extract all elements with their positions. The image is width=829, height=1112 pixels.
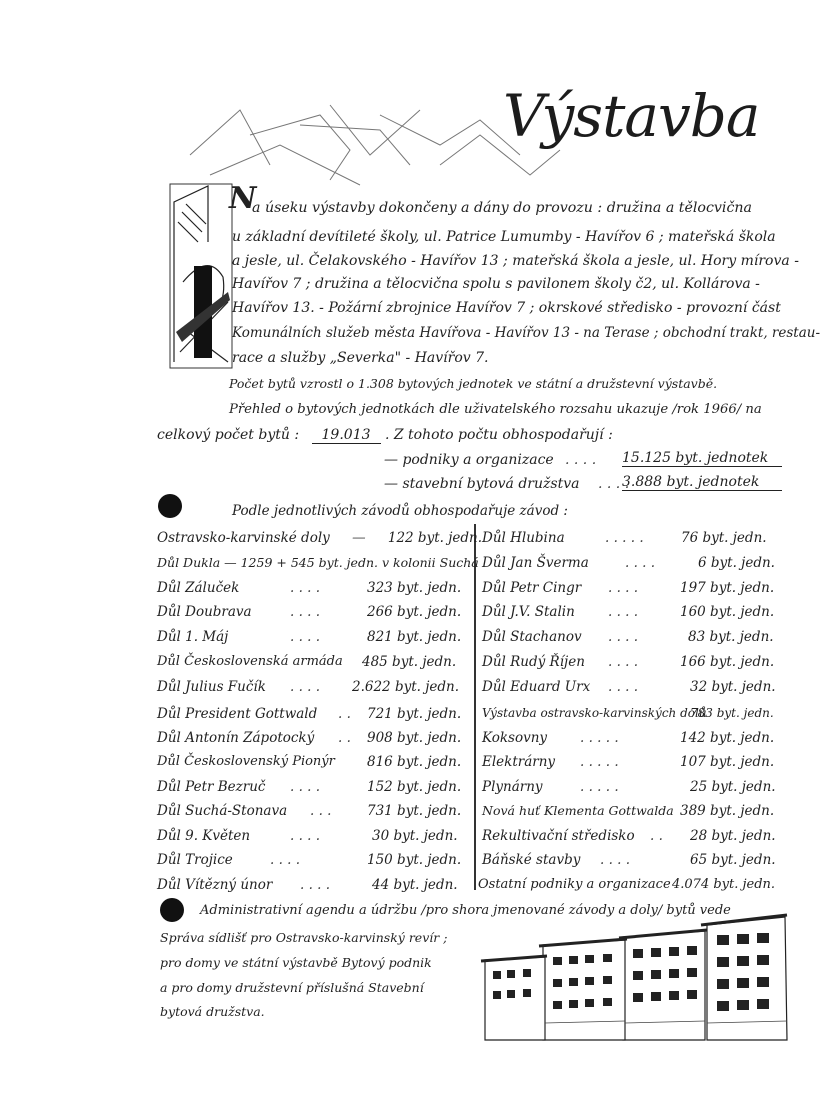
bullet-mark [158, 494, 182, 518]
list-item: Rekultivační středisko [482, 828, 635, 844]
list-item: Nová huť Klementa Gottwalda [482, 803, 674, 818]
list-item: Důl Jan Šverma [482, 555, 589, 571]
list-item: Důl Československý Pionýr [157, 754, 335, 769]
housing-overview-text: Přehled o bytových jednotkách dle uživatelského rozsahu ukazuje /rok 1966/ na [229, 402, 762, 417]
total-count-row [157, 427, 613, 443]
list-item: Důl Suchá-Stonava [157, 803, 288, 819]
intro-line-3: a jesle, ul. Čelakovského - Havířov 13 ; mateřská škola a jesle, ul. Hory mírova - [232, 253, 799, 269]
intro-line-4: Havířov 7 ; družina a tělocvična spolu s pavilonem školy č2, ul. Kollárova - [232, 276, 760, 292]
list-item: Důl J.V. Stalin [482, 604, 575, 620]
summary-dots-enterprises: . . . . [565, 452, 597, 468]
list-heading: Podle jednotlivých závodů obhospodařuje závod : [232, 503, 568, 519]
list-item: Důl Eduard Urx [482, 679, 591, 695]
summary-label-cooperatives: — stavební bytová družstva [384, 476, 580, 492]
summary-dots-cooperatives: . . . . [598, 476, 630, 492]
list-item: Ostravsko-karvinské doly — 122 byt. jedn. [157, 530, 483, 546]
intro-line-1: a úseku výstavby dokončeny a dány do provozu : družina a tělocvična [252, 200, 753, 216]
intro-line-6: Komunálních služeb města Havířova - Havířov 13 - na Terase ; obchodní trakt, restau- [232, 325, 821, 341]
list-item: Plynárny [482, 779, 543, 795]
list-item: Výstavba ostravsko-karvinských dolů [482, 706, 707, 720]
list-item: Důl Dukla — 1259 + 545 byt. jedn. v kolonii Suchá [157, 555, 479, 570]
list-item: Důl Hlubina [482, 530, 565, 546]
column-divider [474, 524, 476, 890]
list-item: Důl Julius Fučík [157, 679, 266, 695]
admin-line-5: bytová družstva. [160, 1004, 265, 1019]
list-item: Důl Antonín Zápotocký [157, 730, 315, 746]
admin-line-3: pro domy ve státní výstavbě Bytový podnik [160, 955, 432, 970]
admin-line-4: a pro domy družstevní příslušná Stavební [160, 980, 424, 995]
list-item: Důl Stachanov [482, 629, 582, 645]
summary-value-cooperatives: 3.888 byt. jednotek [622, 474, 782, 491]
list-item: Báňské stavby [482, 852, 581, 868]
page-title: Výstavba [503, 82, 760, 150]
admin-line-1: Administrativní agendu a údržbu /pro shora jmenované závody a doly/ bytů vede [200, 903, 731, 918]
list-item: Důl Rudý Říjen [482, 654, 585, 670]
list-item: Ostatní podniky a organizace [478, 877, 671, 892]
intro-line-2: u základní devítileté školy, ul. Patrice Lumumby - Havířov 6 ; mateřská škola [232, 229, 776, 245]
summary-label-enterprises: — podniky a organizace [384, 452, 554, 468]
decorative-initial-illustration [168, 182, 234, 370]
list-item: Důl Vítězný únor [157, 877, 273, 893]
list-item: Důl President Gottwald [157, 706, 318, 722]
list-item: Důl Petr Cingr [482, 580, 582, 596]
bullet-mark [160, 898, 184, 922]
total-value: 19.013 [312, 427, 381, 444]
admin-line-2: Správa sídlišť pro Ostravsko-karvinský revír ; [160, 930, 448, 945]
list-item: Důl 1. Máj [157, 629, 229, 645]
list-item: Důl 9. Květen [157, 828, 251, 844]
drop-capital: N [229, 181, 257, 216]
list-item: Důl Petr Bezruč [157, 779, 266, 795]
housing-growth-text: Počet bytů vzrostl o 1.308 bytových jednotek ve státní a družstevní výstavbě. [229, 376, 718, 391]
list-item: Důl Doubrava [157, 604, 252, 620]
list-item: Koksovny [482, 730, 548, 746]
list-item: Důl Trojice [157, 852, 233, 868]
list-item: Elektrárny [482, 754, 556, 770]
list-item: Důl Československá armáda [157, 654, 343, 669]
summary-value-enterprises: 15.125 byt. jednotek [622, 450, 782, 467]
total-suffix: . Z tohoto počtu obhospodařují : [384, 427, 613, 443]
list-item: Důl Záluček [157, 580, 240, 596]
total-label: celkový počet bytů : [157, 427, 300, 443]
intro-line-5: Havířov 13. - Požární zbrojnice Havířov 7 ; okrskové středisko - provozní část [232, 300, 781, 316]
intro-line-7: race a služby „Severka" - Havířov 7. [232, 350, 489, 366]
apartment-buildings-illustration [455, 905, 795, 1045]
